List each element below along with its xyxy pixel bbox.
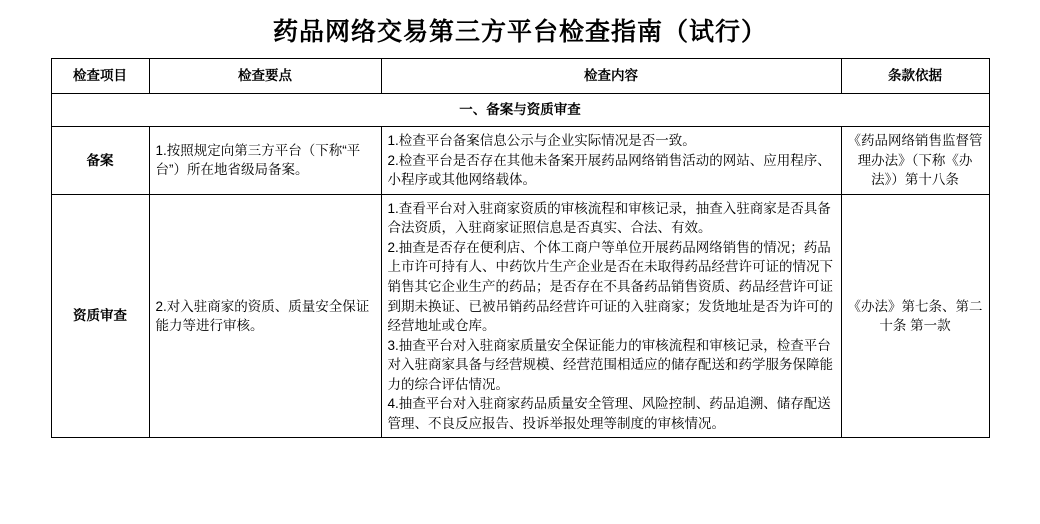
row-item-filing: 备案 bbox=[51, 127, 149, 195]
section-title-row bbox=[51, 94, 989, 127]
column-header-item: 检查项目 bbox=[51, 59, 149, 94]
content-line: 1.检查平台备案信息公示与企业实际情况是否一致。 bbox=[387, 133, 696, 148]
content-line: 2.检查平台是否存在其他未备案开展药品网络销售活动的网站、应用程序、小程序或其他网络载体。 bbox=[387, 152, 831, 188]
content-line: 4.抽查平台对入驻商家药品质量安全管理、风险控制、药品追溯、储存配送管理、不良反应报告、投诉举报处理等制度的审核情况。 bbox=[387, 396, 831, 431]
inspection-guide-table bbox=[51, 58, 990, 438]
table-header-row bbox=[51, 59, 989, 94]
column-header-basis: 条款依据 bbox=[841, 59, 989, 94]
column-header-content: 检查内容 bbox=[381, 59, 841, 94]
row-point-filing: 1.按照规定向第三方平台（下称“平台”）所在地省级局备案。 bbox=[149, 127, 381, 195]
row-content-filing bbox=[381, 127, 841, 195]
content-line: 3.抽查平台对入驻商家质量安全保证能力的审核流程和审核记录，检查平台对入驻商家具备与经营规模、经营范围相适应的储存配送和药学服务保障能力的综合评估情况。 bbox=[387, 337, 833, 392]
row-content-qualification bbox=[381, 194, 841, 438]
table-row bbox=[51, 194, 989, 438]
row-basis-filing: 《药品网络销售监督管理办法》（下称《办法》）第十八条 bbox=[841, 127, 989, 195]
row-item-qualification: 资质审查 bbox=[51, 194, 149, 438]
column-header-point: 检查要点 bbox=[149, 59, 381, 94]
row-basis-qualification: 《办法》第七条、第二十条 第一款 bbox=[841, 194, 989, 438]
content-line: 1.查看平台对入驻商家资质的审核流程和审核记录，抽查入驻商家是否具备合法资质，入驻商家证照信息是否真实、合法、有效。 bbox=[387, 200, 831, 236]
table-row bbox=[51, 127, 989, 195]
section-title: 一、备案与资质审查 bbox=[51, 94, 989, 127]
page-title: 药品网络交易第三方平台检查指南（试行） bbox=[272, 19, 767, 46]
row-point-qualification: 2.对入驻商家的资质、质量安全保证能力等进行审核。 bbox=[149, 194, 381, 438]
content-line: 2.抽查是否存在便利店、个体工商户等单位开展药品网络销售的情况；药品上市许可持有人、中药饮片生产企业是否在未取得药品经营许可证的情况下销售其它企业生产的药品；是否存在不具备药品销售资质、药品经营许可证到期未换证、已被吊销药品经营许可证的入驻商家；发货地址是否为许可的经营地址或仓库。 bbox=[387, 239, 833, 334]
